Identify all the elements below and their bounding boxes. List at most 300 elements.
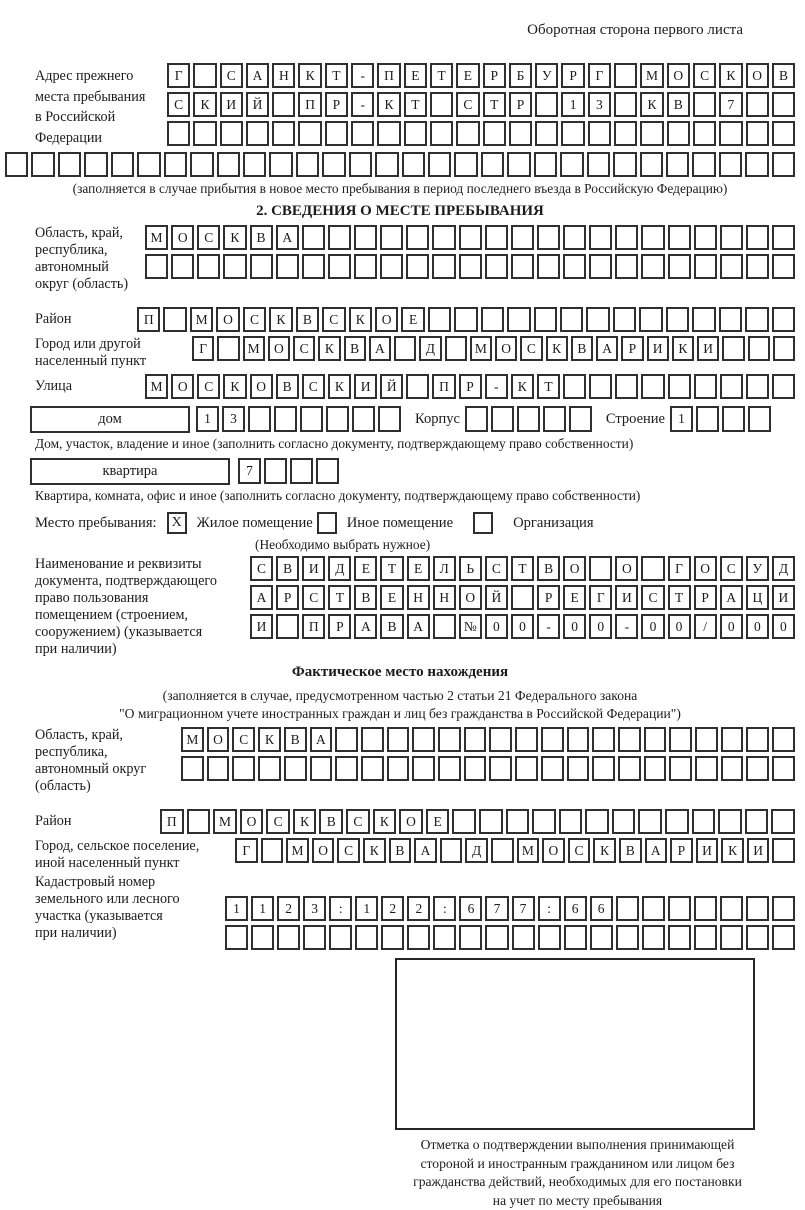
- char-cell: Т: [404, 92, 427, 117]
- label-line: Город или другой: [35, 336, 192, 353]
- char-cell: К: [269, 307, 292, 332]
- char-cell: [720, 254, 743, 279]
- char-cell: 0: [563, 614, 586, 639]
- char-cell: :: [329, 896, 352, 921]
- caption-line: гражданства действий, необходимых для его постановки: [350, 1173, 805, 1192]
- char-cell: [387, 756, 410, 781]
- char-cell: К: [258, 727, 281, 752]
- char-cell: [406, 254, 429, 279]
- char-cell: В: [389, 838, 412, 863]
- char-grid-row: [225, 925, 795, 950]
- char-cell: 0: [772, 614, 795, 639]
- char-cell: :: [538, 896, 561, 921]
- char-cell: М: [286, 838, 309, 863]
- char-grid-row: [160, 809, 795, 834]
- char-cell: [535, 92, 558, 117]
- char-cell: Н: [272, 63, 295, 88]
- char-cell: Т: [430, 63, 453, 88]
- char-cell: [720, 925, 743, 950]
- char-cell: :: [433, 896, 456, 921]
- char-cell: К: [328, 374, 351, 399]
- char-cell: 1: [355, 896, 378, 921]
- char-grid-row: [167, 92, 795, 117]
- checkbox-residential: [167, 512, 187, 534]
- char-cell: Л: [433, 556, 456, 581]
- char-cell: Д: [328, 556, 351, 581]
- char-cell: К: [511, 374, 534, 399]
- option-other-premise-label: Иное помещение: [347, 515, 453, 532]
- char-cell: [404, 121, 427, 146]
- street-label: Улица: [35, 374, 145, 399]
- char-cell: Д: [772, 556, 795, 581]
- char-cell: Г: [192, 336, 214, 361]
- char-cell: [642, 896, 665, 921]
- char-cell: 7: [238, 458, 261, 484]
- char-cell: [506, 809, 530, 834]
- label-line: (область): [35, 778, 181, 795]
- char-cell: [567, 756, 590, 781]
- char-cell: [669, 727, 692, 752]
- char-cell: Р: [328, 614, 351, 639]
- char-cell: А: [276, 225, 299, 250]
- char-cell: [381, 925, 404, 950]
- char-cell: 0: [589, 614, 612, 639]
- char-cell: 7: [512, 896, 535, 921]
- label-line: иной населенный пункт: [35, 855, 235, 872]
- stay-type-row: [35, 512, 800, 534]
- char-grid-row: [167, 121, 795, 146]
- char-cell: 0: [641, 614, 664, 639]
- char-cell: Р: [276, 585, 299, 610]
- char-cell: [563, 374, 586, 399]
- char-cell: [190, 152, 213, 177]
- char-cell: 7: [485, 896, 508, 921]
- char-cell: [485, 925, 508, 950]
- char-cell: Т: [537, 374, 560, 399]
- char-cell: Т: [328, 585, 351, 610]
- char-cell: П: [432, 374, 455, 399]
- char-grid-row: [145, 225, 795, 250]
- char-cell: [407, 925, 430, 950]
- char-cell: [276, 614, 299, 639]
- char-cell: [272, 121, 295, 146]
- char-cell: [666, 307, 689, 332]
- char-cell: А: [645, 838, 668, 863]
- checkbox-organization: [473, 512, 493, 534]
- char-cell: О: [216, 307, 239, 332]
- char-cell: [325, 121, 348, 146]
- char-cell: [722, 406, 745, 432]
- char-cell: [587, 152, 610, 177]
- char-cell: О: [375, 307, 398, 332]
- char-cell: [225, 925, 248, 950]
- char-cell: [433, 925, 456, 950]
- char-cell: [644, 727, 667, 752]
- char-cell: 6: [590, 896, 613, 921]
- char-cell: [641, 556, 664, 581]
- char-cell: М: [145, 225, 168, 250]
- char-cell: 0: [746, 614, 769, 639]
- char-cell: Т: [511, 556, 534, 581]
- char-cell: Е: [456, 63, 479, 88]
- char-cell: [481, 307, 504, 332]
- caption-line: стороной и иностранным гражданином или лицом без: [350, 1155, 805, 1174]
- label-line: автономный округ: [35, 761, 181, 778]
- char-cell: 0: [485, 614, 508, 639]
- char-cell: В: [344, 336, 366, 361]
- char-cell: [428, 307, 451, 332]
- char-cell: [745, 809, 769, 834]
- char-cell: [352, 406, 375, 432]
- label-line: Наименование и реквизиты: [35, 556, 250, 573]
- char-cell: [559, 809, 583, 834]
- char-cell: [430, 121, 453, 146]
- char-cell: [277, 925, 300, 950]
- char-cell: [745, 152, 768, 177]
- apartment-box-label: квартира: [30, 458, 230, 485]
- char-cell: [535, 121, 558, 146]
- label-line: при наличии): [35, 925, 225, 942]
- char-cell: [665, 809, 689, 834]
- char-cell: [217, 152, 240, 177]
- char-cell: [642, 925, 665, 950]
- char-cell: [560, 152, 583, 177]
- char-cell: [326, 406, 349, 432]
- char-cell: [640, 152, 663, 177]
- char-cell: [354, 225, 377, 250]
- char-cell: С: [266, 809, 290, 834]
- char-cell: [329, 925, 352, 950]
- char-cell: [296, 152, 319, 177]
- prev-address-note: (заполняется в случае прибытия в новое место пребывания в период последнего въезда в Российскую Федерацию): [0, 181, 800, 197]
- char-cell: О: [615, 556, 638, 581]
- char-cell: [171, 254, 194, 279]
- char-cell: Т: [483, 92, 506, 117]
- label-line: в Российской: [35, 107, 167, 128]
- char-cell: [507, 307, 530, 332]
- char-cell: С: [302, 374, 325, 399]
- char-cell: [438, 727, 461, 752]
- char-cell: А: [310, 727, 333, 752]
- char-cell: С: [293, 336, 315, 361]
- apartment-note: Квартира, комната, офис и иное (заполнить согласно документу, подтверждающему право собственности): [35, 488, 800, 504]
- char-cell: [638, 809, 662, 834]
- char-cell: [509, 121, 532, 146]
- char-cell: [772, 925, 795, 950]
- char-cell: О: [240, 809, 264, 834]
- char-cell: [692, 152, 715, 177]
- char-cell: [515, 727, 538, 752]
- char-cell: [349, 152, 372, 177]
- char-cell: И: [772, 585, 795, 610]
- char-cell: [696, 406, 719, 432]
- char-cell: [720, 374, 743, 399]
- char-cell: [489, 727, 512, 752]
- char-cell: [532, 809, 556, 834]
- char-cell: А: [414, 838, 437, 863]
- char-cell: [491, 838, 514, 863]
- char-cell: К: [721, 838, 744, 863]
- char-cell: 6: [564, 896, 587, 921]
- char-cell: 3: [588, 92, 611, 117]
- char-cell: [137, 152, 160, 177]
- char-cell: У: [535, 63, 558, 88]
- char-cell: [668, 374, 691, 399]
- char-cell: [322, 152, 345, 177]
- char-cell: [772, 727, 795, 752]
- label-line: земельного или лесного: [35, 891, 225, 908]
- char-cell: [316, 458, 339, 484]
- char-cell: М: [470, 336, 492, 361]
- char-cell: В: [380, 614, 403, 639]
- char-cell: Ц: [746, 585, 769, 610]
- caption-line: Отметка о подтверждении выполнения принимающей: [350, 1136, 805, 1155]
- char-cell: П: [377, 63, 400, 88]
- prev-address-grid: [167, 63, 795, 148]
- char-cell: М: [145, 374, 168, 399]
- char-cell: К: [318, 336, 340, 361]
- char-cell: К: [546, 336, 568, 361]
- char-cell: К: [363, 838, 386, 863]
- char-cell: С: [197, 374, 220, 399]
- char-cell: [355, 925, 378, 950]
- char-cell: [534, 307, 557, 332]
- char-cell: [692, 307, 715, 332]
- char-cell: О: [667, 63, 690, 88]
- char-cell: С: [302, 585, 325, 610]
- actual-location-note: [0, 687, 800, 722]
- char-cell: [485, 225, 508, 250]
- char-cell: В: [276, 374, 299, 399]
- label-line: Город, сельское поселение,: [35, 838, 235, 855]
- char-cell: [668, 896, 691, 921]
- char-cell: [251, 925, 274, 950]
- char-cell: Н: [433, 585, 456, 610]
- char-cell: 2: [277, 896, 300, 921]
- char-cell: [428, 152, 451, 177]
- char-cell: [719, 121, 742, 146]
- char-cell: [641, 374, 664, 399]
- char-cell: В: [284, 727, 307, 752]
- char-cell: И: [220, 92, 243, 117]
- char-cell: С: [243, 307, 266, 332]
- char-cell: [485, 254, 508, 279]
- char-cell: В: [319, 809, 343, 834]
- char-cell: [465, 406, 488, 432]
- char-cell: М: [213, 809, 237, 834]
- char-cell: [517, 406, 540, 432]
- char-cell: [771, 809, 795, 834]
- char-grid-row: [250, 585, 795, 610]
- char-cell: О: [746, 63, 769, 88]
- district-label: Район: [35, 307, 137, 332]
- char-cell: О: [459, 585, 482, 610]
- char-cell: С: [337, 838, 360, 863]
- char-cell: [772, 307, 795, 332]
- char-cell: Ь: [459, 556, 482, 581]
- char-cell: В: [354, 585, 377, 610]
- char-cell: Е: [563, 585, 586, 610]
- label-line: республика,: [35, 242, 145, 259]
- char-cell: [515, 756, 538, 781]
- char-cell: 2: [407, 896, 430, 921]
- label-line: сооружением) (указывается: [35, 624, 250, 641]
- char-cell: [406, 374, 429, 399]
- char-cell: [481, 152, 504, 177]
- char-cell: А: [250, 585, 273, 610]
- char-cell: [613, 152, 636, 177]
- char-cell: О: [171, 374, 194, 399]
- char-cell: О: [171, 225, 194, 250]
- char-grid-row: [181, 727, 795, 752]
- char-cell: [592, 756, 615, 781]
- char-cell: [614, 121, 637, 146]
- label-line: при наличии): [35, 641, 250, 658]
- char-cell: М: [190, 307, 213, 332]
- char-cell: 1: [196, 406, 219, 432]
- char-cell: М: [181, 727, 204, 752]
- char-cell: О: [268, 336, 290, 361]
- stamp-caption: [350, 1136, 805, 1210]
- char-cell: [464, 756, 487, 781]
- char-cell: Р: [670, 838, 693, 863]
- char-cell: [243, 152, 266, 177]
- char-cell: [328, 254, 351, 279]
- char-cell: 1: [251, 896, 274, 921]
- char-cell: [248, 406, 271, 432]
- checkbox-other-premise: [317, 512, 337, 534]
- char-cell: М: [517, 838, 540, 863]
- char-cell: [772, 225, 795, 250]
- char-cell: Р: [325, 92, 348, 117]
- char-cell: Р: [459, 374, 482, 399]
- char-cell: Б: [509, 63, 532, 88]
- char-cell: И: [250, 614, 273, 639]
- char-cell: [746, 254, 769, 279]
- char-cell: [669, 756, 692, 781]
- char-cell: [181, 756, 204, 781]
- char-cell: [167, 121, 190, 146]
- char-cell: [440, 838, 463, 863]
- char-cell: Е: [404, 63, 427, 88]
- char-cell: 1: [561, 92, 584, 117]
- char-cell: [563, 254, 586, 279]
- char-cell: Р: [509, 92, 532, 117]
- char-cell: Т: [668, 585, 691, 610]
- char-cell: [564, 925, 587, 950]
- char-cell: И: [354, 374, 377, 399]
- char-cell: К: [349, 307, 372, 332]
- region-grid-2: [181, 727, 795, 795]
- char-cell: [693, 92, 716, 117]
- char-cell: [303, 925, 326, 950]
- option-residential-label: Жилое помещение: [197, 515, 313, 532]
- char-cell: Е: [407, 556, 430, 581]
- char-cell: О: [399, 809, 423, 834]
- char-cell: С: [693, 63, 716, 88]
- char-cell: [197, 254, 220, 279]
- char-cell: [615, 254, 638, 279]
- char-grid-row: [137, 307, 795, 332]
- char-cell: [164, 152, 187, 177]
- label-line: помещением (строением,: [35, 607, 250, 624]
- korpus-grid: [465, 406, 592, 432]
- char-cell: [511, 225, 534, 250]
- char-cell: М: [243, 336, 265, 361]
- label-line: Кадастровый номер: [35, 874, 225, 891]
- char-cell: [721, 727, 744, 752]
- char-cell: С: [322, 307, 345, 332]
- char-cell: С: [167, 92, 190, 117]
- char-cell: [511, 254, 534, 279]
- char-cell: Д: [465, 838, 488, 863]
- char-cell: Г: [668, 556, 691, 581]
- char-cell: [746, 925, 769, 950]
- stroenie-grid: [670, 406, 771, 432]
- section2-title: 2. СВЕДЕНИЯ О МЕСТЕ ПРЕБЫВАНИЯ: [0, 202, 800, 221]
- char-cell: А: [596, 336, 618, 361]
- district-row: [35, 307, 795, 332]
- char-cell: [592, 727, 615, 752]
- char-cell: [163, 307, 186, 332]
- char-cell: И: [747, 838, 770, 863]
- char-cell: [335, 727, 358, 752]
- char-cell: 3: [222, 406, 245, 432]
- char-cell: 1: [225, 896, 248, 921]
- char-cell: К: [293, 809, 317, 834]
- region-grid: [145, 225, 795, 293]
- stamp-box: [395, 958, 755, 1130]
- char-cell: И: [697, 336, 719, 361]
- char-cell: В: [276, 556, 299, 581]
- char-cell: [563, 225, 586, 250]
- prev-address-block: [35, 63, 795, 148]
- char-cell: [722, 336, 744, 361]
- district-label-2: Район: [35, 809, 160, 834]
- char-cell: Р: [537, 585, 560, 610]
- label-line: Адрес прежнего: [35, 66, 167, 87]
- char-cell: [537, 225, 560, 250]
- char-cell: И: [302, 556, 325, 581]
- apartment-row: [30, 458, 800, 485]
- char-cell: [618, 756, 641, 781]
- char-cell: №: [459, 614, 482, 639]
- char-cell: [145, 254, 168, 279]
- char-cell: [261, 838, 284, 863]
- char-cell: С: [568, 838, 591, 863]
- char-cell: [773, 336, 795, 361]
- char-cell: [430, 92, 453, 117]
- house-grid: [196, 406, 401, 432]
- char-cell: [512, 925, 535, 950]
- char-cell: [361, 727, 384, 752]
- char-cell: [223, 254, 246, 279]
- char-cell: [561, 121, 584, 146]
- char-cell: Т: [380, 556, 403, 581]
- char-cell: С: [197, 225, 220, 250]
- apartment-grid: [238, 458, 339, 484]
- char-cell: П: [302, 614, 325, 639]
- region-block: [35, 225, 795, 293]
- char-cell: [748, 406, 771, 432]
- char-cell: [772, 838, 795, 863]
- note-line: (заполняется в случае, предусмотренном частью 2 статьи 21 Федерального закона: [0, 687, 800, 705]
- char-cell: [541, 727, 564, 752]
- char-cell: [377, 121, 400, 146]
- char-cell: [695, 756, 718, 781]
- stay-type-note: (Необходимо выбрать нужное): [255, 537, 800, 553]
- char-cell: [438, 756, 461, 781]
